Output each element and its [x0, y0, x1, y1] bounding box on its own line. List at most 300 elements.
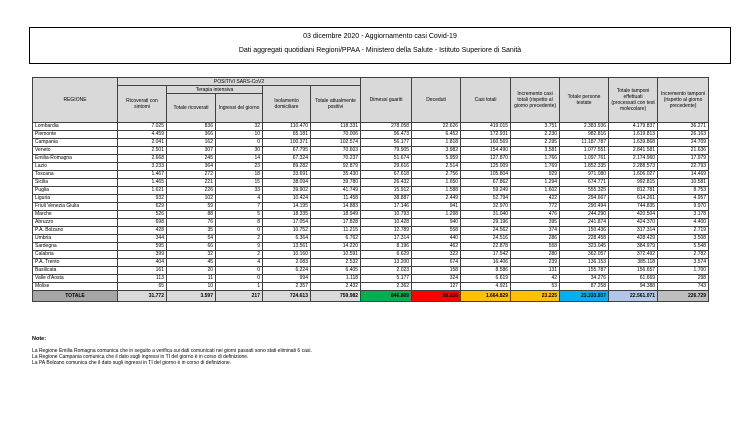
table-cell: 2	[216, 235, 263, 243]
table-cell: 158	[412, 267, 461, 275]
table-cell: 298	[658, 275, 709, 283]
table-cell: 6.619	[461, 275, 511, 283]
table-cell: 8.196	[361, 243, 412, 251]
table-cell: 10.424	[263, 195, 311, 203]
table-cell: 1.621	[118, 187, 167, 195]
table-cell: 14.469	[658, 171, 709, 179]
table-row	[33, 203, 709, 211]
table-cell: 100.371	[263, 139, 311, 147]
table-cell: 23	[216, 163, 263, 171]
table-cell: 982.816	[560, 131, 609, 139]
table-row	[33, 219, 709, 227]
note-line: La Regione Campania comunica che il dato sugli ingressi in TI del giorno è in corso di definizione.	[32, 354, 249, 360]
table-cell: 17.314	[361, 235, 412, 243]
table-cell: 20	[167, 267, 216, 275]
table-cell: 18.949	[311, 211, 361, 219]
table-cell: 52.794	[461, 195, 511, 203]
table-cell: 4	[216, 259, 263, 267]
table-cell: 0	[216, 275, 263, 283]
table-row	[33, 243, 709, 251]
region-name: P.A. Trento	[33, 259, 118, 267]
table-cell: 36.271	[658, 123, 709, 131]
total-cell: 846.809	[361, 291, 412, 302]
table-cell: 629	[118, 203, 167, 211]
table-cell: 2.756	[412, 171, 461, 179]
table-row	[33, 171, 709, 179]
table-cell: 286	[511, 235, 560, 243]
table-cell: 150.436	[560, 227, 609, 235]
region-name: Lombardia	[33, 123, 118, 131]
table-cell: 2.174.960	[609, 155, 658, 163]
table-cell: 2.449	[412, 195, 461, 203]
page-title: 03 dicembre 2020 - Aggiornamento casi Covid-19	[303, 33, 457, 40]
table-cell: 29.616	[361, 163, 412, 171]
table-cell: 8.753	[658, 187, 709, 195]
table-cell: 13.561	[263, 243, 311, 251]
table-cell: 836	[167, 123, 216, 131]
table-cell: 2.782	[658, 251, 709, 259]
table-cell: 5	[216, 211, 263, 219]
table-cell: 102	[167, 195, 216, 203]
table-cell: 12.789	[361, 227, 412, 235]
table-cell: 6.405	[311, 267, 361, 275]
table-cell: 39.780	[311, 179, 361, 187]
table-cell: 14.883	[311, 203, 361, 211]
table-cell: 17.979	[658, 155, 709, 163]
total-label: TOTALE	[33, 291, 118, 302]
total-cell: 58.038	[412, 291, 461, 302]
table-cell: 2.023	[361, 267, 412, 275]
table-cell: 32	[216, 123, 263, 131]
table-cell: 812.781	[609, 187, 658, 195]
header-ingressi-giorno: Ingressi del giorno	[216, 94, 263, 123]
table-cell: 162	[167, 139, 216, 147]
table-cell: 67.795	[263, 147, 311, 155]
notes-section	[32, 336, 312, 366]
table-cell: 11.187.787	[560, 139, 609, 147]
table-cell: 96.473	[361, 131, 412, 139]
table-cell: 440	[412, 235, 461, 243]
table-cell: 323.045	[560, 243, 609, 251]
table-cell: 6.224	[263, 267, 311, 275]
total-cell: 226.729	[658, 291, 709, 302]
table-row	[33, 259, 709, 267]
table-cell: 2.357	[263, 283, 311, 291]
table-cell: 1.619.813	[609, 131, 658, 139]
total-cell: 31.772	[118, 291, 167, 302]
table-cell: 364	[167, 163, 216, 171]
table-cell: 14.220	[311, 243, 361, 251]
table-cell: 56.177	[361, 139, 412, 147]
table-cell: 155.787	[560, 267, 609, 275]
table-cell: 1.465	[118, 179, 167, 187]
table-cell: 2.501	[118, 147, 167, 155]
header-positivi-group: POSITIVI SARS-CoV2	[118, 78, 361, 86]
table-cell: 131	[511, 267, 560, 275]
table-cell: 67.324	[263, 155, 311, 163]
table-cell: 9.970	[658, 203, 709, 211]
table-cell: 6.762	[311, 235, 361, 243]
table-cell: 2	[216, 251, 263, 259]
table-cell: 1.852.335	[560, 163, 609, 171]
region-name: Liguria	[33, 195, 118, 203]
table-cell: 33	[216, 187, 263, 195]
table-cell: 0	[216, 267, 263, 275]
total-cell: 759.982	[311, 291, 361, 302]
table-cell: 4.459	[118, 131, 167, 139]
total-cell: 22.561.071	[609, 291, 658, 302]
table-cell: 34.276	[560, 275, 609, 283]
table-cell: 420.504	[609, 211, 658, 219]
table-cell: 125.009	[461, 163, 511, 171]
table-cell: 992.815	[609, 179, 658, 187]
table-cell: 1.769	[511, 163, 560, 171]
table-row	[33, 275, 709, 283]
table-row	[33, 163, 709, 171]
table-cell: 66	[167, 243, 216, 251]
table-cell: 395	[511, 219, 560, 227]
table-row	[33, 147, 709, 155]
table-cell: 362.057	[560, 251, 609, 259]
table-cell: 67.862	[461, 179, 511, 187]
table-cell: 94.388	[609, 283, 658, 291]
region-name: Calabria	[33, 251, 118, 259]
table-cell: 10	[216, 131, 263, 139]
region-name: Piemonte	[33, 131, 118, 139]
table-cell: 21.636	[658, 147, 709, 155]
table-row	[33, 123, 709, 131]
table-cell: 384.979	[609, 243, 658, 251]
header-incremento-casi: Incremento casi totali (rispetto al giorno precedente)	[511, 78, 560, 123]
total-row	[33, 291, 709, 302]
table-cell: 428	[118, 227, 167, 235]
table-cell: 221	[167, 179, 216, 187]
table-cell: 70.603	[311, 147, 361, 155]
table-cell: 1	[216, 283, 263, 291]
table-cell: 294.667	[560, 195, 609, 203]
table-cell: 127	[412, 283, 461, 291]
table-row	[33, 235, 709, 243]
table-cell: 5.177	[361, 275, 412, 283]
table-cell: 51.674	[361, 155, 412, 163]
header-persone-testate: Totale persone testate	[560, 78, 609, 123]
table-cell: 10	[167, 283, 216, 291]
table-row	[33, 179, 709, 187]
table-cell: 18	[216, 171, 263, 179]
table-cell: 105.804	[461, 171, 511, 179]
table-row	[33, 187, 709, 195]
table-cell: 2.295	[511, 139, 560, 147]
table-cell: 6.452	[412, 131, 461, 139]
table-cell: 372.492	[609, 251, 658, 259]
table-cell: 13.200	[361, 259, 412, 267]
region-name: Puglia	[33, 187, 118, 195]
table-cell: 366	[167, 131, 216, 139]
page-subtitle: Dati aggregati quotidiani Regioni/PPAA - Ministero della Salute - Istituto Superiore di Sanità	[238, 47, 522, 54]
table-cell: 278.058	[361, 123, 412, 131]
table-cell: 4.179.837	[609, 123, 658, 131]
table-cell: 462	[412, 243, 461, 251]
table-cell: 424.370	[609, 219, 658, 227]
table-cell: 994	[263, 275, 311, 283]
table-cell: 1.588	[412, 187, 461, 195]
header-incremento-tamponi: Incremento tamponi (rispetto al giorno precedente)	[658, 78, 709, 123]
table-cell: 38.094	[263, 179, 311, 187]
total-cell: 217	[216, 291, 263, 302]
table-cell: 241.874	[560, 219, 609, 227]
table-cell: 29.196	[461, 219, 511, 227]
region-name: P.A. Bolzano	[33, 227, 118, 235]
table-cell: 595	[118, 243, 167, 251]
table-cell: 127.870	[461, 155, 511, 163]
table-cell: 26.432	[361, 179, 412, 187]
table-cell: 70.006	[311, 131, 361, 139]
table-cell: 79.905	[361, 147, 412, 155]
table-cell: 3.982	[412, 147, 461, 155]
table-cell: 2.719	[658, 227, 709, 235]
table-cell: 61.669	[609, 275, 658, 283]
table-cell: 317.314	[609, 227, 658, 235]
table-cell: 102.574	[311, 139, 361, 147]
table-cell: 428.429	[609, 235, 658, 243]
table-row	[33, 267, 709, 275]
table-cell: 2.514	[412, 163, 461, 171]
table-cell: 22.793	[658, 163, 709, 171]
table-cell: 35.430	[311, 171, 361, 179]
table-cell: 15	[216, 179, 263, 187]
table-cell: 53	[511, 283, 560, 291]
table-cell: 11.458	[311, 195, 361, 203]
table-cell: 88	[167, 211, 216, 219]
table-cell: 113	[118, 275, 167, 283]
total-cell: 23.225	[511, 291, 560, 302]
table-cell: 9	[216, 243, 263, 251]
table-cell: 8.586	[461, 267, 511, 275]
table-cell: 1.650	[412, 179, 461, 187]
header-regione: REGIONE	[33, 78, 118, 123]
region-name: Molise	[33, 283, 118, 291]
table-cell: 526	[118, 211, 167, 219]
region-name: Campania	[33, 139, 118, 147]
table-row	[33, 139, 709, 147]
total-cell: 724.613	[263, 291, 311, 302]
table-cell: 322	[412, 251, 461, 259]
table-cell: 10.752	[263, 227, 311, 235]
table-cell: 7.025	[118, 123, 167, 131]
table-cell: 89.282	[263, 163, 311, 171]
table-cell: 272	[167, 171, 216, 179]
table-cell: 32.970	[461, 203, 511, 211]
table-cell: 1.700	[658, 267, 709, 275]
table-cell: 39.902	[263, 187, 311, 195]
header-terapia-intensiva: Terapia intensiva	[167, 86, 263, 94]
table-cell: 307	[167, 147, 216, 155]
table-cell: 41.749	[311, 187, 361, 195]
table-cell: 15.912	[361, 187, 412, 195]
table-cell: 2.841.581	[609, 147, 658, 155]
table-row	[33, 251, 709, 259]
table-cell: 226	[167, 187, 216, 195]
table-cell: 3.574	[658, 259, 709, 267]
table-cell: 1.298	[412, 211, 461, 219]
table-cell: 8	[216, 219, 263, 227]
table-cell: 87.258	[560, 283, 609, 291]
table-cell: 14.195	[263, 203, 311, 211]
table-row	[33, 211, 709, 219]
table-cell: 118.331	[311, 123, 361, 131]
header-dimessi: Dimessi guariti	[361, 78, 412, 123]
table-cell: 932	[118, 195, 167, 203]
covid-data-table	[32, 77, 709, 302]
bulletin-title-box	[29, 27, 731, 64]
table-cell: 0	[216, 227, 263, 235]
table-cell: 172.931	[461, 131, 511, 139]
table-cell: 971.080	[560, 171, 609, 179]
region-name: Marche	[33, 211, 118, 219]
table-cell: 17.542	[461, 251, 511, 259]
table-cell: 18.335	[263, 211, 311, 219]
table-cell: 698	[118, 219, 167, 227]
table-cell: 4.957	[658, 195, 709, 203]
table-cell: 1.639.868	[609, 139, 658, 147]
table-cell: 30	[216, 147, 263, 155]
table-cell: 54	[167, 235, 216, 243]
table-cell: 1.766	[511, 155, 560, 163]
table-cell: 3.178	[658, 211, 709, 219]
region-name: Umbria	[33, 235, 118, 243]
table-cell: 2.432	[311, 283, 361, 291]
table-cell: 65.181	[263, 131, 311, 139]
table-cell: 558	[412, 227, 461, 235]
table-cell: 11	[167, 275, 216, 283]
table-cell: 160.569	[461, 139, 511, 147]
table-cell: 674	[412, 259, 461, 267]
table-cell: 4.400	[658, 219, 709, 227]
table-cell: 24.709	[658, 139, 709, 147]
table-cell: 614.261	[609, 195, 658, 203]
region-name: Emilia-Romagna	[33, 155, 118, 163]
table-cell: 136.153	[560, 259, 609, 267]
table-cell: 1.606.027	[609, 171, 658, 179]
table-cell: 4.921	[461, 283, 511, 291]
table-cell: 940	[412, 219, 461, 227]
table-row	[33, 195, 709, 203]
table-cell: 2.532	[311, 259, 361, 267]
header-ricoverati-sintomi: Ricoverati con sintomi	[118, 86, 167, 123]
table-cell: 1.294	[511, 179, 560, 187]
table-cell: 674.771	[560, 179, 609, 187]
table-cell: 2.383.936	[560, 123, 609, 131]
table-cell: 5.548	[658, 243, 709, 251]
table-cell: 16.406	[461, 259, 511, 267]
table-cell: 1.118	[311, 275, 361, 283]
note-line: La Regione Emilia Romagna comunica che in seguito a verifica sui dati comunicati nei giorni passati sono stati eliminati 6 casi.	[32, 348, 312, 354]
table-cell: 154.490	[461, 147, 511, 155]
table-cell: 6.629	[361, 251, 412, 259]
table-cell: 3.233	[118, 163, 167, 171]
table-cell: 244.290	[560, 211, 609, 219]
table-cell: 10.591	[311, 251, 361, 259]
region-name: Toscana	[33, 171, 118, 179]
region-name: Sardegna	[33, 243, 118, 251]
table-cell: 422	[511, 195, 560, 203]
table-cell: 24.562	[461, 227, 511, 235]
table-cell: 3.581	[511, 147, 560, 155]
header-casi-totali: Casi totali	[461, 78, 511, 123]
note-line: La PA Bolzano comunica che il dato sugli ingressi in TI del giorno è in corso di definizione.	[32, 360, 232, 366]
header-totale-ricoverati: Totale ricoverati	[167, 94, 216, 123]
table-cell: 33.691	[263, 171, 311, 179]
table-cell: 245	[167, 155, 216, 163]
table-cell: 26.163	[658, 131, 709, 139]
table-cell: 17.054	[263, 219, 311, 227]
table-cell: 743	[658, 283, 709, 291]
table-cell: 17.146	[361, 203, 412, 211]
table-cell: 290.494	[560, 203, 609, 211]
table-cell: 76	[167, 219, 216, 227]
table-cell: 374	[511, 227, 560, 235]
table-row	[33, 131, 709, 139]
region-name: Sicilia	[33, 179, 118, 187]
region-name: Basilicata	[33, 267, 118, 275]
header-tamponi: Totale tamponi effettuati (processati con test molecolare)	[609, 78, 658, 123]
table-cell: 744.835	[609, 203, 658, 211]
table-cell: 280	[511, 251, 560, 259]
table-cell: 0	[216, 139, 263, 147]
table-cell: 1.602	[511, 187, 560, 195]
table-body	[33, 123, 709, 302]
table-cell: 941	[412, 203, 461, 211]
table-cell: 3.751	[511, 123, 560, 131]
table-row	[33, 155, 709, 163]
notes-title: Note:	[32, 336, 47, 342]
total-cell: 23.333.937	[560, 291, 609, 302]
region-name: Valle d'Aosta	[33, 275, 118, 283]
table-cell: 10.793	[361, 211, 412, 219]
table-cell: 2.041	[118, 139, 167, 147]
table-cell: 1.097.761	[560, 155, 609, 163]
region-name: Veneto	[33, 147, 118, 155]
table-cell: 22.878	[461, 243, 511, 251]
table-cell: 929	[511, 171, 560, 179]
table-cell: 32	[167, 251, 216, 259]
table-cell: 10.160	[263, 251, 311, 259]
table-cell: 31.040	[461, 211, 511, 219]
table-cell: 6.364	[263, 235, 311, 243]
table-cell: 59.249	[461, 187, 511, 195]
table-cell: 1.077.551	[560, 147, 609, 155]
region-name: Abruzzo	[33, 219, 118, 227]
table-cell: 476	[511, 211, 560, 219]
table-cell: 2.083	[263, 259, 311, 267]
table-cell: 92.879	[311, 163, 361, 171]
table-cell: 67.618	[361, 171, 412, 179]
table-cell: 324	[412, 275, 461, 283]
table-cell: 404	[118, 259, 167, 267]
table-cell: 35	[167, 227, 216, 235]
header-totale-positivi: Totale attualmente positivi	[311, 86, 361, 123]
total-cell: 1.664.829	[461, 291, 511, 302]
table-cell: 228.458	[560, 235, 609, 243]
table-cell: 5.959	[412, 155, 461, 163]
table-cell: 239	[511, 259, 560, 267]
table-cell: 3.508	[658, 235, 709, 243]
table-cell: 110.470	[263, 123, 311, 131]
region-name: Friuli Venezia Giulia	[33, 203, 118, 211]
region-name: Lazio	[33, 163, 118, 171]
table-cell: 344	[118, 235, 167, 243]
table-cell: 2.362	[361, 283, 412, 291]
